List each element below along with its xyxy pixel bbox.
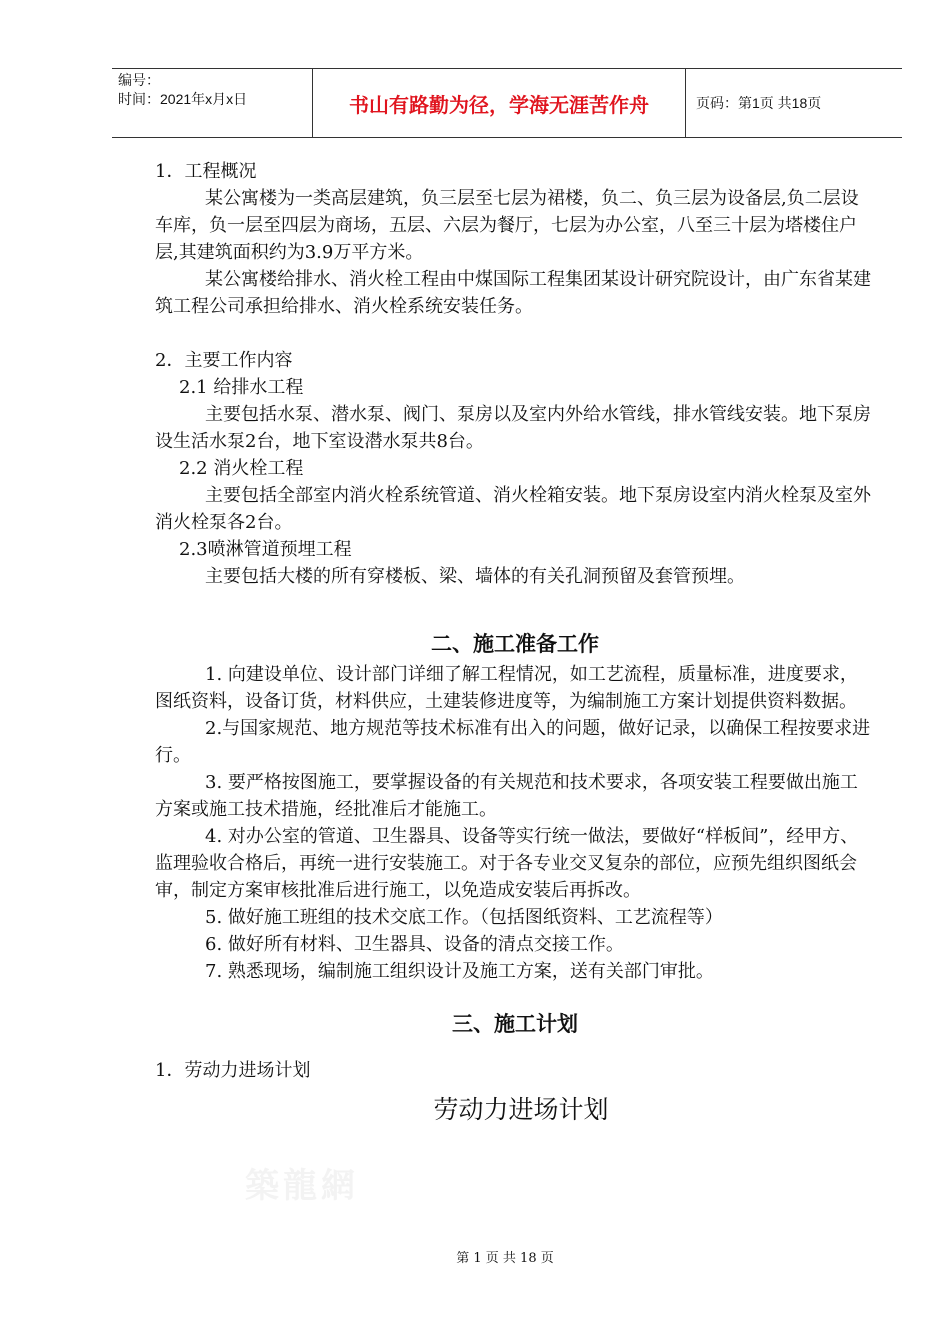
prep-item: 4. 对办公室的管道、卫生器具、设备等实行统一做法，要做好“样板间”，经甲方、监理验收合格后，再统一进行安装施工。对于各专业交叉复杂的部位，应预先组织图纸会审，制定方案审核批准后进行施工，以免造成安装后再拆改。 xyxy=(155,826,859,901)
header-date-label: 时间：2021年x月x日 xyxy=(118,91,248,107)
paragraph: 主要包括全部室内消火栓系统管道、消火栓箱安装。地下泵房设室内消火栓泵及室外消火栓泵各2台。 xyxy=(155,485,871,533)
prep-item: 3. 要严格按图施工，要掌握设备的有关规范和技术要求，各项安装工程要做出施工方案或施工技术措施，经批准后才能施工。 xyxy=(155,772,858,820)
subsection-title: 2.3喷淋管道预埋工程 xyxy=(179,539,352,560)
watermark-logo: 築龍網 xyxy=(245,1166,359,1206)
document-body xyxy=(155,158,875,1130)
subsection-title: 2.1 给排水工程 xyxy=(179,377,304,398)
paragraph: 某公寓楼为一类高层建筑，负三层至七层为裙楼，负二、负三层为设备层,负二层设车库，负一层至四层为商场，五层、六层为餐厅，七层为办公室，八至三十层为塔楼住户层,其建筑面积约为3.9万平方米。 xyxy=(155,188,859,263)
page-footer: 第 1 页 共 18 页 xyxy=(456,1251,554,1266)
chapter-3-heading: 三、施工计划 xyxy=(452,1012,578,1036)
labor-plan-title: 劳动力进场计划 xyxy=(433,1095,609,1124)
header-motto: 书山有路勤为径，学海无涯苦作舟 xyxy=(312,69,686,137)
prep-item: 7. 熟悉现场，编制施工组织设计及施工方案，送有关部门审批。 xyxy=(205,961,714,982)
header-page-info: 页码：第1页 共18页 xyxy=(696,95,822,111)
prep-item: 1. 向建设单位、设计部门详细了解工程情况，如工艺流程，质量标准，进度要求，图纸资料，设备订货，材料供应，土建装修进度等，为编制施工方案计划提供资料数据。 xyxy=(155,664,858,712)
header-left-cell xyxy=(112,69,312,137)
header-number-label: 编号： xyxy=(118,72,160,88)
section-2-title: 2．主要工作内容 xyxy=(155,350,293,371)
section-3-1-title: 1．劳动力进场计划 xyxy=(155,1060,311,1081)
chapter-2-heading: 二、施工准备工作 xyxy=(431,632,599,656)
prep-item: 2.与国家规范、地方规范等技术标准有出入的问题，做好记录，以确保工程按要求进行。 xyxy=(155,718,871,766)
prep-item: 6. 做好所有材料、卫生器具、设备的清点交接工作。 xyxy=(205,934,624,955)
paragraph: 主要包括水泵、潜水泵、阀门、泵房以及室内外给水管线，排水管线安装。地下泵房设生活水泵2台，地下室设潜水泵共8台。 xyxy=(155,404,871,452)
paragraph: 某公寓楼给排水、消火栓工程由中煤国际工程集团某设计研究院设计，由广东省某建筑工程公司承担给排水、消火栓系统安装任务。 xyxy=(155,269,871,317)
section-1-title: 1．工程概况 xyxy=(155,161,257,182)
subsection-title: 2.2 消火栓工程 xyxy=(179,458,304,479)
prep-item: 5. 做好施工班组的技术交底工作。（包括图纸资料、工艺流程等） xyxy=(205,907,723,928)
paragraph: 主要包括大楼的所有穿楼板、梁、墙体的有关孔洞预留及套管预埋。 xyxy=(205,566,745,587)
page-header xyxy=(112,68,902,138)
